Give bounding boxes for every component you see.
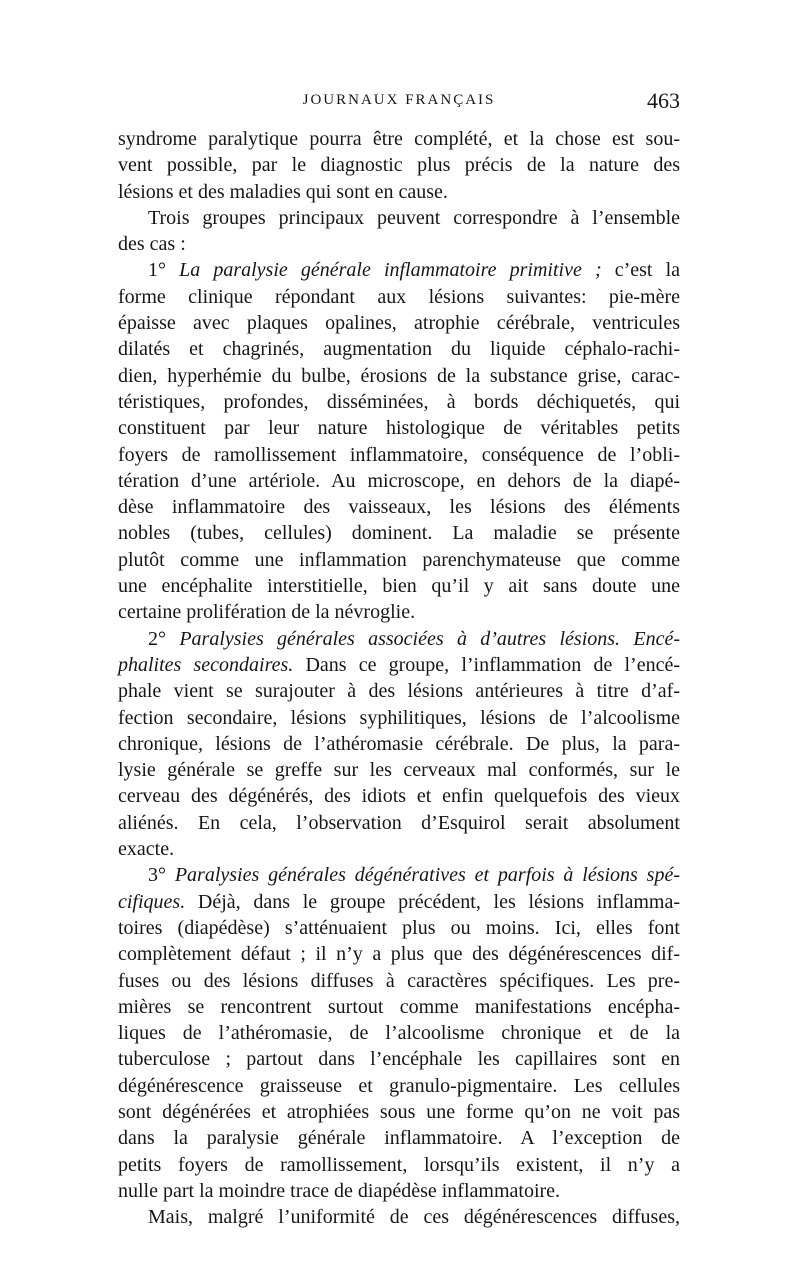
section-heading-italic: cifiques. [118,890,186,913]
text-line: épaisse avec plaques opalines, atrophie cérébrale, ventricules [118,312,680,335]
text-run: Déjà, dans le groupe précédent, les lésions inflamma- [185,890,680,913]
text-line: foyers de ramollissement inflammatoire, conséquence de l’obli- [118,443,680,466]
text-line: mières se rencontrent surtout comme manifestations encépha- [118,995,680,1018]
text-line: nulle part la moindre trace de diapédèse inflammatoire. [118,1179,561,1202]
text-line: tération d’une artériole. Au microscope, en dehors de la diapé- [118,469,680,492]
text-line: toires (diapédèse) s’atténuaient plus ou moins. Ici, elles font [118,916,680,939]
text-line: constituent par leur nature histologique de véritables petits [118,417,680,440]
text-run: Dans ce groupe, l’inflammation de l’encé- [293,653,681,676]
text-line: chronique, lésions de l’athéromasie cérébrale. De plus, la para- [118,732,680,755]
text-line: dèse inflammatoire des vaisseaux, les lésions des éléments [118,496,680,519]
section-heading-italic: Paralysies générales associées à d’autres lésions. Encé- [179,627,680,650]
paragraph-start-line [118,626,680,652]
text-line: des cas : [118,233,186,256]
page-number: 463 [647,88,680,113]
text-line: nobles (tubes, cellules) dominent. La maladie se présente [118,522,680,545]
section-heading-italic: phalites secondaires. [118,653,294,676]
text-line: fection secondaire, lésions syphilitiques, lésions de l’alcoolisme [118,706,680,729]
text-line: vent possible, par le diagnostic plus précis de la nature des [118,154,680,177]
running-head [118,88,680,118]
text-line: syndrome paralytique pourra être complété, et la chose est sou- [118,128,680,150]
section-heading-italic: Paralysies générales dégénératives et parfois à lésions spé- [174,864,680,887]
text-line: petits foyers de ramollissement, lorsqu’ils existent, il n’y a [118,1153,680,1176]
text-line: exacte. [118,838,175,861]
paragraph-start-line: Mais, malgré l’uniformité de ces dégénérescences diffuses, [148,1206,680,1229]
paragraph-start-line [118,862,680,888]
text-line [118,652,680,678]
section-heading-italic: La paralysie générale inflammatoire primitive ; [179,259,602,282]
text-line: fuses ou des lésions diffuses à caractères spécifiques. Les pre- [118,969,680,992]
text-line: forme clinique répondant aux lésions suivantes: pie-mère [118,285,680,308]
text-line: dégénérescence graisseuse et granulo-pigmentaire. Les cellules [118,1074,680,1097]
body-text [118,126,680,1230]
text-line: lysie générale se greffe sur les cerveaux mal conformés, sur le [118,759,680,782]
list-number: 1° [148,259,180,282]
text-line: plutôt comme une inflammation parenchymateuse que comme [118,548,680,571]
text-line: cerveau des dégénérés, des idiots et enfin quelquefois des vieux [118,785,680,808]
paragraph-start-line: Trois groupes principaux peuvent correspondre à l’ensemble [148,206,680,229]
text-line: phale vient se surajouter à des lésions antérieures à titre d’af- [118,680,680,703]
text-line: liques de l’athéromasie, de l’alcoolisme chronique et de la [118,1022,680,1045]
text-line: dien, hyperhémie du bulbe, érosions de la substance grise, carac- [118,364,680,387]
text-line: complètement défaut ; il n’y a plus que des dégénérescences dif- [118,943,680,966]
text-line: tuberculose ; partout dans l’encéphale les capillaires sont en [118,1048,680,1071]
text-line: téristiques, profondes, disséminées, à bords déchiquetés, qui [118,390,680,413]
text-line: lésions et des maladies qui sont en cause. [118,180,448,203]
list-number: 3° [148,864,175,887]
text-line: une encéphalite interstitielle, bien qu’il y ait sans doute une [118,575,680,598]
text-line: certaine prolifération de la névroglie. [118,601,416,624]
text-line [118,889,680,915]
list-number: 2° [148,627,180,650]
text-line: sont dégénérées et atrophiées sous une forme qu’on ne voit pas [118,1100,680,1123]
paragraph-start-line [118,257,680,283]
running-title: JOURNAUX FRANÇAIS [302,92,496,108]
text-line: dans la paralysie générale inflammatoire. A l’exception de [118,1127,680,1150]
text-run: c’est la [601,259,681,282]
text-line: dilatés et chagrinés, augmentation du liquide céphalo-rachi- [118,338,680,361]
text-line: aliénés. En cela, l’observation d’Esquirol serait absolument [118,811,680,834]
